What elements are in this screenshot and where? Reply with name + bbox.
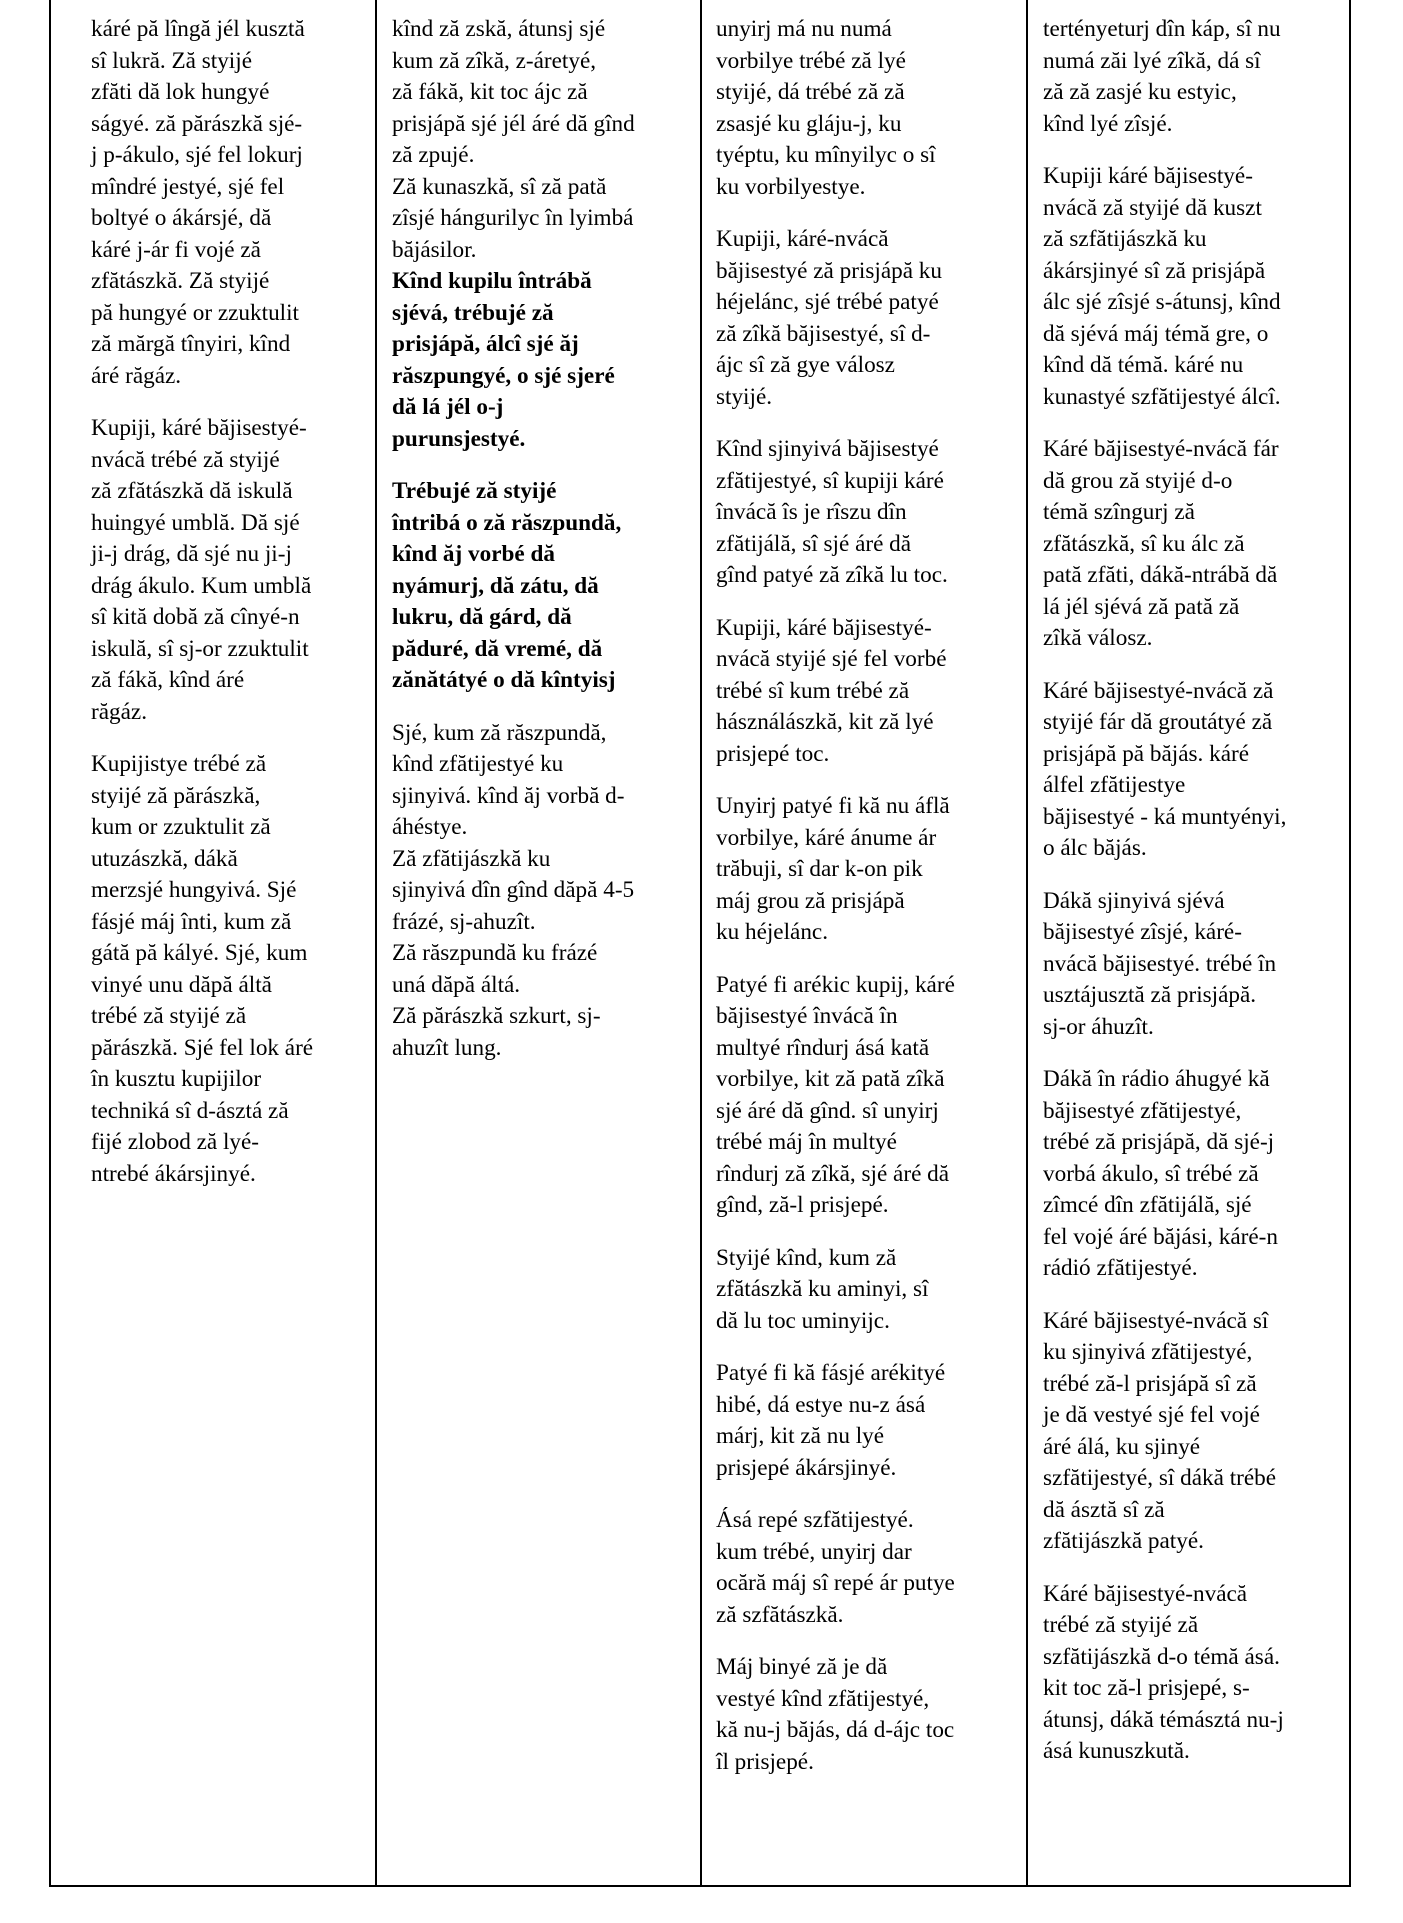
paragraph: Styijé kînd, kum ză zfătászkă ku aminyi, sî dă lu toc uminyijc. xyxy=(716,1244,929,1334)
paragraph: unyirj má nu numá vorbilye trébé ză lyé styijé, dá trébé ză ză zsasjé ku gláju-j, ku tyéptu, ku mînyilyc o sî ku vorbilyestye. xyxy=(716,16,936,200)
paragraph: Patyé fi arékic kupij, káré băjisestyé învácă în multyé rîndurj ásá kată vorbilye, kit ză pată zîkă sjé áré dă gînd. sî unyirj trébé máj în multyé rîndurj ză zîkă, sjé áré dă gînd, ză-l prisjepé. xyxy=(716,971,955,1218)
paragraph: Kupiji káré băjisestyé- nvácă ză styijé dă kuszt ză szfătijászkă ku ákársjinyé sî ză prisjápă álc sjé zîsjé s-átunsj, kînd dă sjévá máj témă gre, o kînd dă témă. káré nu kunastyé szfătijestyé álcî. xyxy=(1043,163,1281,410)
paragraph: Unyirj patyé fi kă nu áflă vorbilye, káré ánume ár trăbuji, sî dar k-on pik máj grou ză prisjápă ku héjelánc. xyxy=(716,793,950,945)
paragraph: Patyé fi kă fásjé arékityé hibé, dá estye nu-z ásá márj, kit ză nu lyé prisjepé ákársjinyé. xyxy=(716,1360,946,1481)
paragraph: Káré băjisestyé-nvácă fár dă grou ză styijé d-o témă szîngurj ză zfătászkă, sî ku álc ză pată zfăti, dákă-ntrábă dă lá jél sjévá ză pată ză zîkă válosz. xyxy=(1043,436,1279,651)
paragraph: tertényeturj dîn káp, sî nu numá zăi lyé zîkă, dá sî ză ză zasjé ku estyic, kînd lyé zîsjé. xyxy=(1043,16,1281,137)
paragraph: Kupiji, káré băjisestyé- nvácă trébé ză styijé ză zfătászkă dă iskulă huingyé umblă. Dă sjé ji-j drág, dă sjé nu ji-j drág ákulo. Kum umblă sî kită dobă ză cînyé-n iskulă, sî sj-or zzuktulit ză fákă, kînd áré răgáz. xyxy=(91,415,312,725)
paragraph: Kupiji, káré băjisestyé- nvácă styijé sjé fel vorbé trébé sî kum trébé ză hásználászkă, kit ză lyé prisjepé toc. xyxy=(716,614,947,767)
column-3 xyxy=(702,0,1028,1885)
paragraph: Káré băjisestyé-nvácă ză styijé fár dă groutátyé ză prisjápă pă băjás. káré álfel zfătijestye băjisestyé - ká muntyényi, o álc băjás. xyxy=(1043,677,1287,861)
bold-paragraph: Trébujé ză styijé întribá o ză răszpundă, kînd ăj vorbé dă nyámurj, dă zátu, dă lukru, dă gárd, dă păduré, dă vremé, dă zănătátyé o dă kîntyisj xyxy=(392,478,622,693)
paragraph: Dákă sjinyivá sjévá băjisestyé zîsjé, káré- nvácă băjisestyé. trébé în usztájusztă ză prisjápă. sj-or áhuzît. xyxy=(1043,887,1277,1040)
column-1 xyxy=(51,0,377,1885)
bold-paragraph: Kînd kupilu întrábă sjévá, trébujé ză prisjápă, álcî sjé ăj răszpungyé, o sjé sjeré dă lá jél o-j purunsjestyé. xyxy=(392,268,615,452)
paragraph: Kupiji, káré-nvácă băjisestyé ză prisjápă ku héjelánc, sjé trébé patyé ză zîkă băjisestyé, sî d- ájc sî ză gye válosz styijé. xyxy=(716,226,942,410)
paragraph: Kupijistye trébé ză styijé ză părászkă, kum or zzuktulit ză utuzászkă, dákă merzsjé hungyivá. Sjé fásjé máj înti, kum ză gátă pă kályé. Sjé, kum vinyé unu dăpă áltă trébé ză styijé ză părászkă. Sjé fel lok áré în kusztu kupijilor techniká sî d-ásztá ză fijé zlobod ză lyé- ntrebé ákársjinyé. xyxy=(91,751,314,1187)
paragraph: Sjé, kum ză răszpundă, kînd zfătijestyé ku sjinyivá. kînd ăj vorbă d- áhéstye. Ză zfătijászkă ku sjinyivá dîn gînd dăpă 4-5 frázé, sj-ahuzît. Ză răszpundă ku frázé uná dăpă áltá. Ză părászkă szkurt, sj- ahuzît lung. xyxy=(392,719,635,1061)
document-table xyxy=(49,0,1351,1887)
column-2 xyxy=(377,0,702,1885)
paragraph: Dákă în rádio áhugyé kă băjisestyé zfătijestyé, trébé ză prisjápă, dă sjé-j vorbá ákulo, sî trébé ză zîmcé dîn zfătijálă, sjé fel vojé áré băjási, káré-n rádió zfătijestyé. xyxy=(1043,1066,1278,1281)
paragraph: Káré băjisestyé-nvácă sî ku sjinyivá zfătijestyé, trébé ză-l prisjápă sî ză je dă vestyé sjé fel vojé áré álá, ku sjinyé szfătijestyé, sî dákă trébé dă ásztă sî ză zfătijászkă patyé. xyxy=(1043,1307,1277,1554)
paragraph: kînd ză zskă, átunsj sjé kum ză zîkă, z-áretyé, ză fákă, kit toc ájc ză prisjápă sjé jél áré dă gînd ză zpujé. Ză kunaszkă, sî ză pată zîsjé hángurilyc în lyimbá băjásilor. xyxy=(392,16,635,263)
column-4 xyxy=(1028,0,1349,1885)
paragraph: Kînd sjinyivá băjisestyé zfătijestyé, sî kupiji káré învácă îs je rîszu dîn zfătijálă, sî sjé áré dă gînd patyé ză zîkă lu toc. xyxy=(716,436,948,588)
paragraph: Káré băjisestyé-nvácă trébé ză styijé ză szfătijászkă d-o témă ásá. kit toc ză-l prisjepé, s- átunsj, dákă témásztá nu-j ásá kunuszkută. xyxy=(1043,1580,1284,1764)
paragraph: Máj binyé ză je dă vestyé kînd zfătijestyé, kă nu-j băjás, dá d-ájc toc îl prisjepé. xyxy=(716,1654,955,1775)
paragraph: Ásá repé szfătijestyé. kum trébé, unyirj dar ocără máj sî repé ár putye ză szfătászkă. xyxy=(716,1507,955,1628)
paragraph: káré pă lîngă jél kusztă sî lukră. Ză styijé zfăti dă lok hungyé ságyé. ză părászkă sjé- j p-ákulo, sjé fel lokurj mîndré jestyé, sjé fel boltyé o ákársjé, dă káré j-ár fi vojé ză zfătászkă. Ză styijé pă hungyé or zzuktulit ză mărgă tînyiri, kînd áré răgáz. xyxy=(91,16,305,389)
